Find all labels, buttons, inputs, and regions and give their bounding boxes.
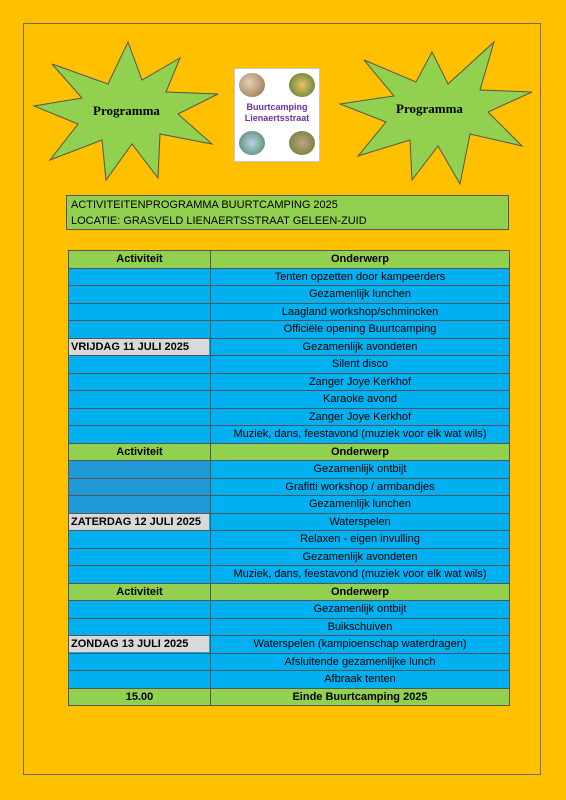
day-cell — [69, 321, 211, 339]
closing-time: 15.00 — [69, 688, 211, 706]
left-burst-label: Programma — [93, 103, 160, 118]
activity-cell: Gezamenlijk lunchen — [211, 496, 510, 514]
table-row — [69, 478, 510, 496]
day-cell — [69, 286, 211, 304]
day-cell — [69, 496, 211, 514]
table-row — [69, 408, 510, 426]
day-cell — [69, 338, 211, 356]
schedule-header-row — [69, 251, 510, 269]
activity-cell: Gezamenlijk ontbijt — [211, 601, 510, 619]
schedule-header-row — [69, 583, 510, 601]
logo-photo-tent — [239, 73, 265, 97]
table-row — [69, 548, 510, 566]
logo-photo-camp — [289, 131, 315, 155]
closing-row — [69, 688, 510, 706]
day-cell — [69, 618, 211, 636]
table-row — [69, 513, 510, 531]
activity-cell: Gezamenlijk lunchen — [211, 286, 510, 304]
table-row — [69, 268, 510, 286]
table-row — [69, 303, 510, 321]
day-cell — [69, 566, 211, 584]
day-label: VRIJDAG 11 JULI 2025 — [69, 339, 209, 355]
table-row — [69, 618, 510, 636]
day-cell — [69, 303, 211, 321]
day-label: ZONDAG 13 JULI 2025 — [69, 636, 209, 652]
table-row — [69, 321, 510, 339]
day-cell — [69, 531, 211, 549]
activity-cell: Buikschuiven — [211, 618, 510, 636]
logo-title-line1: Buurtcamping — [246, 102, 308, 112]
schedule-table — [68, 250, 510, 706]
table-row — [69, 286, 510, 304]
day-cell — [69, 548, 211, 566]
table-row — [69, 601, 510, 619]
day-cell — [69, 601, 211, 619]
buurtcamping-logo — [234, 68, 320, 162]
activity-cell: Gezamenlijk avondeten — [211, 338, 510, 356]
activity-cell: Afsluitende gezamenlijke lunch — [211, 653, 510, 671]
column-header-subject: Onderwerp — [211, 443, 510, 461]
table-row — [69, 671, 510, 689]
activity-cell: Laagland workshop/schmincken — [211, 303, 510, 321]
day-cell — [69, 653, 211, 671]
day-cell — [69, 513, 211, 531]
day-cell — [69, 636, 211, 654]
table-row — [69, 461, 510, 479]
day-cell — [69, 671, 211, 689]
logo-photo-group — [239, 131, 265, 155]
day-cell — [69, 373, 211, 391]
table-row — [69, 338, 510, 356]
program-header — [66, 195, 509, 230]
table-row — [69, 531, 510, 549]
activity-cell: Gezamenlijk ontbijt — [211, 461, 510, 479]
activity-cell: Afbraak tenten — [211, 671, 510, 689]
activity-cell: Silent disco — [211, 356, 510, 374]
day-label: ZATERDAG 12 JULI 2025 — [69, 514, 209, 530]
activity-cell: Muziek, dans, feestavond (muziek voor elk wat wils) — [211, 566, 510, 584]
column-header-activity: Activiteit — [69, 251, 211, 269]
activity-cell: Grafitti workshop / armbandjes — [211, 478, 510, 496]
day-cell — [69, 426, 211, 444]
activity-cell: Officiële opening Buurtcamping — [211, 321, 510, 339]
day-cell — [69, 268, 211, 286]
column-header-activity: Activiteit — [69, 443, 211, 461]
activity-cell: Waterspelen — [211, 513, 510, 531]
activity-cell: Karaoke avond — [211, 391, 510, 409]
table-row — [69, 373, 510, 391]
day-cell — [69, 391, 211, 409]
column-header-subject: Onderwerp — [211, 251, 510, 269]
activity-cell: Tenten opzetten door kampeerders — [211, 268, 510, 286]
table-row — [69, 426, 510, 444]
closing-label: Einde Buurtcamping 2025 — [211, 688, 510, 706]
day-cell — [69, 461, 211, 479]
table-row — [69, 653, 510, 671]
activity-cell: Zanger Joye Kerkhof — [211, 408, 510, 426]
table-row — [69, 636, 510, 654]
table-row — [69, 391, 510, 409]
schedule-header-row — [69, 443, 510, 461]
column-header-activity: Activiteit — [69, 583, 211, 601]
activity-cell: Zanger Joye Kerkhof — [211, 373, 510, 391]
day-cell — [69, 478, 211, 496]
right-burst-label: Programma — [396, 101, 463, 116]
table-row — [69, 496, 510, 514]
activity-cell: Waterspelen (kampioenschap waterdragen) — [211, 636, 510, 654]
table-row — [69, 356, 510, 374]
table-row — [69, 566, 510, 584]
logo-photo-trees — [289, 73, 315, 97]
activity-cell: Gezamenlijk avondeten — [211, 548, 510, 566]
program-location: LOCATIE: GRASVELD LIENAERTSSTRAAT GELEEN-ZUID — [71, 215, 367, 227]
column-header-subject: Onderwerp — [211, 583, 510, 601]
day-cell — [69, 408, 211, 426]
logo-title-line2: Lienaertsstraat — [244, 113, 310, 123]
activity-cell: Muziek, dans, feestavond (muziek voor elk wat wils) — [211, 426, 510, 444]
day-cell — [69, 356, 211, 374]
activity-cell: Relaxen - eigen invulling — [211, 531, 510, 549]
program-title: ACTIVITEITENPROGRAMMA BUURTCAMPING 2025 — [71, 199, 338, 211]
